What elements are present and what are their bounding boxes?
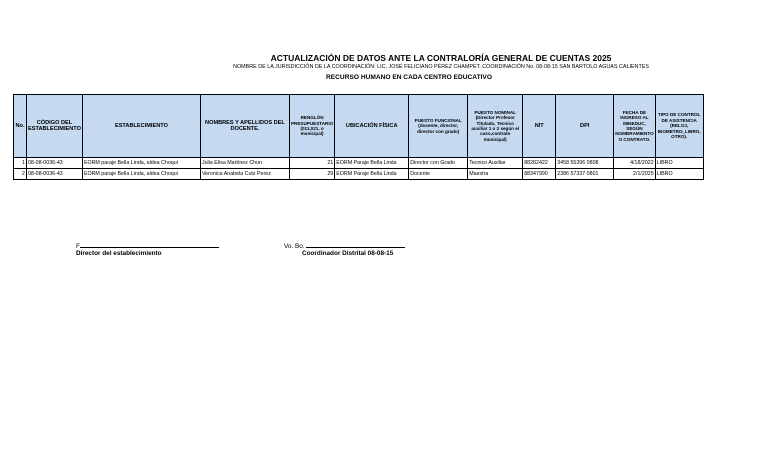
cell-dpi: 2386 57337 0801 — [556, 169, 614, 180]
director-signature-line — [76, 241, 219, 250]
table-header-row — [14, 95, 704, 158]
table-row — [14, 169, 704, 180]
cell-start-date: 4/18/2022 — [614, 158, 655, 169]
cell-code: 08-08-0036-43 — [27, 169, 83, 180]
cell-location: EORM Paraje Bella Linda — [335, 158, 409, 169]
coordinator-signature-label: Coordinador Distrital 08-08-15 — [302, 250, 394, 257]
col-header-nit: NIT — [523, 95, 556, 158]
col-header-budget-line: RENGLÓN PRESUPUESTARIO (011,021, o municipal) — [289, 95, 334, 158]
cell-nominal-post: Tecnico Auxiliar — [468, 158, 523, 169]
col-header-functional-post: PUESTO FUNCIONAL (docente, director, director con grado) — [409, 95, 468, 158]
cell-attendance-control: LIBRO — [655, 158, 703, 169]
signature-underline — [306, 241, 405, 248]
col-header-nominal-post: PUESTO NOMINAL (Director Profesor Titulado, Tecnico auxiliar 1 o 2 según el caso,contrato municipal) — [468, 95, 523, 158]
col-header-no: No. — [14, 95, 27, 158]
director-signature-label: Director del establecimiento — [76, 250, 162, 257]
cell-establishment: EORM paraje Bella Linda, aldea Choqui — [82, 169, 200, 180]
col-header-start-date: FECHA DE INGRESO AL MINEDUC, SEGÚN NOMBRAMIENTO O CONTRATO. — [614, 95, 655, 158]
coordinator-signature-prefix: Vo. Bo. — [284, 243, 305, 250]
cell-no: 2 — [14, 169, 27, 180]
cell-nit: 88282422 — [523, 158, 556, 169]
cell-establishment: EORM paraje Bella Linda, aldea Choqui — [82, 158, 200, 169]
table-row — [14, 158, 704, 169]
cell-teacher-name: Julia Elisa Martínez Chun — [200, 158, 289, 169]
cell-budget-line: 29 — [289, 169, 334, 180]
signature-underline — [80, 241, 219, 248]
cell-no: 1 — [14, 158, 27, 169]
document-title: ACTUALIZACIÓN DE DATOS ANTE LA CONTRALORÍA GENERAL DE CUENTAS 2025 — [270, 53, 612, 63]
col-header-attendance-control: TIPO DE CONTROL DE ASISTENCIA (RELOJ, BIOMETRO, LIBRO, OTRO). — [655, 95, 703, 158]
director-signature-prefix: F — [76, 243, 80, 250]
cell-attendance-control: LIBRO — [655, 169, 703, 180]
cell-functional-post: Director con Grado — [409, 158, 468, 169]
cell-nit: 88347990 — [523, 169, 556, 180]
col-header-dpi: DPI — [556, 95, 614, 158]
col-header-location: UBICACIÓN FÍSICA — [335, 95, 409, 158]
cell-location: EORM Paraje Bella Linda — [335, 169, 409, 180]
cell-nominal-post: Maestra — [468, 169, 523, 180]
cell-code: 08-08-0036-43 — [27, 158, 83, 169]
document-subtitle: NOMBRE DE LA JURISDICCIÓN DE LA COORDINACIÓN: LIC. JOSÉ FELICIANO PÉREZ CHAMPET. COORDINACIÓN No. 08-08-15 SAN BARTOLO AGUAS CALIENTES — [233, 64, 649, 70]
cell-teacher-name: Veronica Anabela Cutz Perez — [200, 169, 289, 180]
cell-start-date: 2/1/2025 — [614, 169, 655, 180]
cell-dpi: 3458 55396 0808 — [556, 158, 614, 169]
col-header-code: CÓDIGO DEL ESTABLECIMIENTO — [27, 95, 83, 158]
cell-budget-line: 21 — [289, 158, 334, 169]
document-section-title: RECURSO HUMANO EN CADA CENTRO EDUCATIVO — [326, 74, 492, 81]
cell-functional-post: Docente — [409, 169, 468, 180]
staff-table — [13, 94, 704, 180]
coordinator-signature-line — [284, 241, 405, 250]
col-header-teacher-name: NOMBRES Y APELLIDOS DEL DOCENTE. — [200, 95, 289, 158]
col-header-establishment: ESTABLECIMIENTO — [82, 95, 200, 158]
